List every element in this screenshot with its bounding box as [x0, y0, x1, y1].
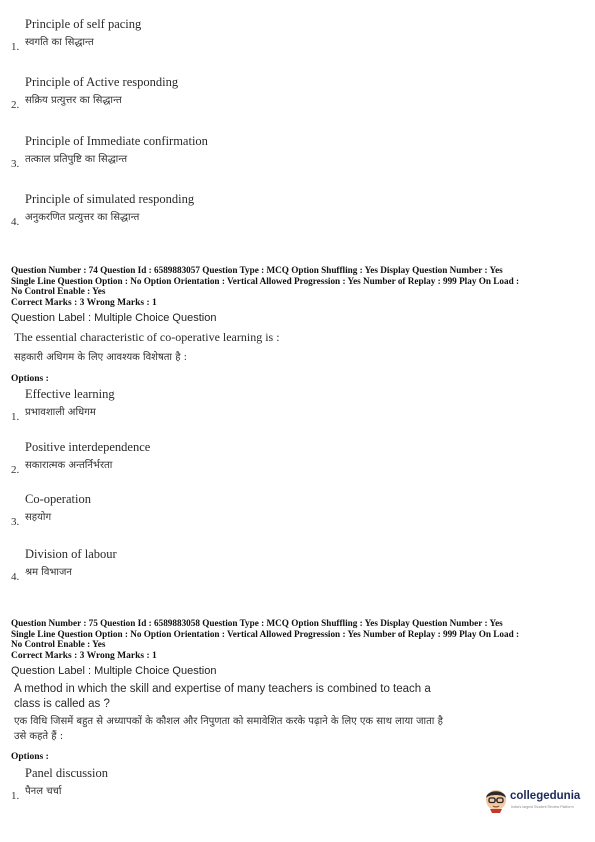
- q75-metadata: [11, 618, 586, 650]
- q74-question-text-en: The essential characteristic of co-operative learning is :: [14, 330, 280, 344]
- brand-tagline: India's largest Student Review Platform: [511, 805, 574, 809]
- option-text-en: Principle of Immediate confirmation: [25, 134, 208, 148]
- metadata-line: Single Line Question Option : No Option Orientation : Vertical Allowed Progression : Yes Number of Replay : 999 Play On Load :: [11, 275, 520, 286]
- option-number: 2.: [11, 99, 20, 111]
- q75-question-text-en: A method in which the skill and expertise of many teachers is combined to teach a class is called as ?: [14, 683, 431, 710]
- option-number: 1.: [11, 41, 20, 53]
- option-number: 1.: [11, 411, 20, 423]
- option-text-en: Effective learning: [25, 387, 115, 401]
- option-text-en: Principle of self pacing: [25, 17, 142, 31]
- q74-question-text-hi: सहकारी अधिगम के लिए आवश्यक विशेषता है :: [14, 352, 188, 363]
- option-text-hi: सक्रिय प्रत्युत्तर का सिद्धान्त: [25, 95, 122, 106]
- brand-name: collegedunia: [510, 790, 581, 802]
- option-text-en: Positive interdependence: [25, 440, 151, 454]
- student-mascot-icon: [484, 787, 508, 813]
- option-text-hi: स्वगति का सिद्धान्त: [25, 37, 94, 48]
- option-text-hi: श्रम विभाजन: [25, 567, 72, 578]
- metadata-line: Question Number : 74 Question Id : 6589883057 Question Type : MCQ Option Shuffling : Yes Display Question Number : Yes: [11, 265, 503, 275]
- q75-options-label: Options :: [11, 752, 49, 762]
- option-number: 2.: [11, 464, 20, 476]
- option-text-hi: सहयोग: [25, 512, 52, 523]
- collegedunia-logo: [484, 787, 584, 815]
- option-text-en: Panel discussion: [25, 766, 108, 780]
- q75-question-text-hi: एक विधि जिसमें बहुत से अध्यापकों के कौशल और निपुणता को समावेशित करके पढ़ाने के लिए एक साथ लाया जाता है उसे कहते हैं :: [14, 716, 443, 742]
- option-text-hi: अनुकरणित प्रत्युत्तर का सिद्धान्त: [25, 212, 140, 223]
- option-number: 4.: [11, 216, 20, 228]
- option-number: 4.: [11, 571, 20, 583]
- q75-marks: Correct Marks : 3 Wrong Marks : 1: [11, 651, 157, 661]
- q74-metadata: [11, 265, 586, 297]
- q74-marks: Correct Marks : 3 Wrong Marks : 1: [11, 298, 157, 308]
- metadata-line: No Control Enable : Yes: [11, 286, 106, 296]
- option-text-hi: पैनल चर्चा: [25, 786, 62, 797]
- q74-question-label: Question Label : Multiple Choice Question: [11, 312, 217, 324]
- option-text-en: Division of labour: [25, 547, 117, 561]
- option-text-en: Principle of simulated responding: [25, 192, 195, 206]
- q75-question-label: Question Label : Multiple Choice Question: [11, 665, 217, 677]
- option-text-en: Co-operation: [25, 492, 91, 506]
- metadata-line: No Control Enable : Yes: [11, 639, 106, 649]
- option-text-hi: तत्काल प्रतिपुष्टि का सिद्धान्त: [25, 154, 128, 165]
- metadata-line: Question Number : 75 Question Id : 6589883058 Question Type : MCQ Option Shuffling : Yes Display Question Number : Yes: [11, 618, 503, 628]
- option-number: 1.: [11, 790, 20, 802]
- option-number: 3.: [11, 158, 20, 170]
- option-text-en: Principle of Active responding: [25, 75, 179, 89]
- option-number: 3.: [11, 516, 20, 528]
- metadata-line: Single Line Question Option : No Option Orientation : Vertical Allowed Progression : Yes Number of Replay : 999 Play On Load :: [11, 628, 520, 639]
- option-text-hi: प्रभावशाली अधिगम: [25, 407, 96, 418]
- option-text-hi: सकारात्मक अन्तर्निर्भरता: [25, 460, 113, 471]
- q74-options-label: Options :: [11, 374, 49, 384]
